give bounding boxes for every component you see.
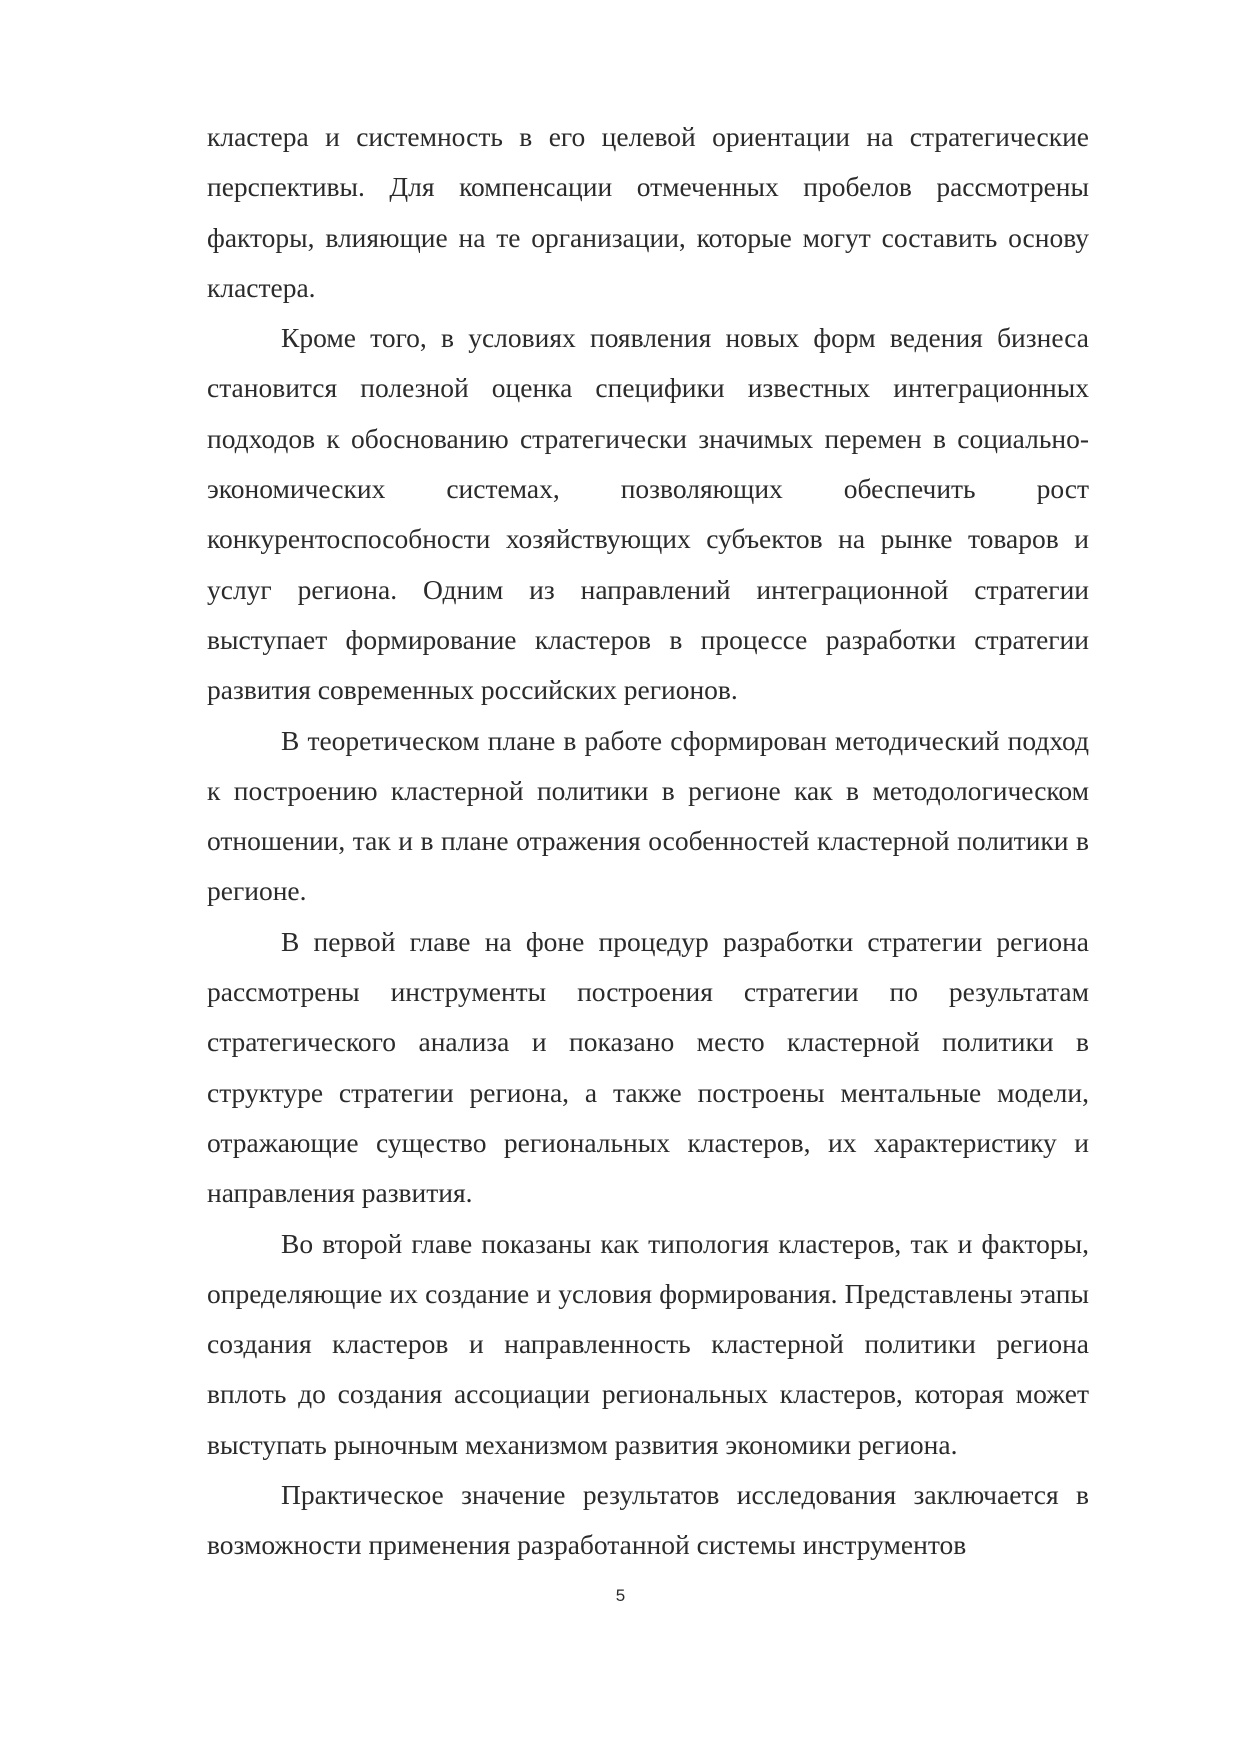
- paragraph: кластера и системность в его целевой ориентации на стратегические перспективы. Для компенсации отмеченных пробелов рассмотрены факторы, влияющие на те организации, которые могут составить основу кластера.: [207, 121, 1089, 303]
- paragraph: В теоретическом плане в работе сформирован методический подход к построению кластерной политики в регионе как в методологическом отношении, так и в плане отражения особенностей кластерной политики в регионе.: [207, 724, 1089, 907]
- body-text: [207, 112, 1089, 1571]
- page-number: 5: [615, 1586, 626, 1605]
- paragraph: Практическое значение результатов исследования заключается в возможности применения разработанной системы инструментов: [207, 1479, 1089, 1561]
- paragraph: Кроме того, в условиях появления новых форм ведения бизнеса становится полезной оценка специфики известных интеграционных подходов к обоснованию стратегически значимых перемен в социально-экономических системах, позволяющих обеспечить рост конкурентоспособности хозяйствующих субъектов на рынке товаров и услуг региона. Одним из направлений интеграционной стратегии выступает формирование кластеров в процессе разработки стратегии развития современных российских регионов.: [207, 322, 1089, 706]
- paragraph: В первой главе на фоне процедур разработки стратегии региона рассмотрены инструменты построения стратегии по результатам стратегического анализа и показано место кластерной политики в структуре стратегии региона, а также построены ментальные модели, отражающие существо региональных кластеров, их характеристику и направления развития.: [207, 925, 1089, 1209]
- paragraph: Во второй главе показаны как типология кластеров, так и факторы, определяющие их создание и условия формирования. Представлены этапы создания кластеров и направленность кластерной политики региона вплоть до создания ассоциации региональных кластеров, которая может выступать рыночным механизмом развития экономики региона.: [207, 1227, 1089, 1460]
